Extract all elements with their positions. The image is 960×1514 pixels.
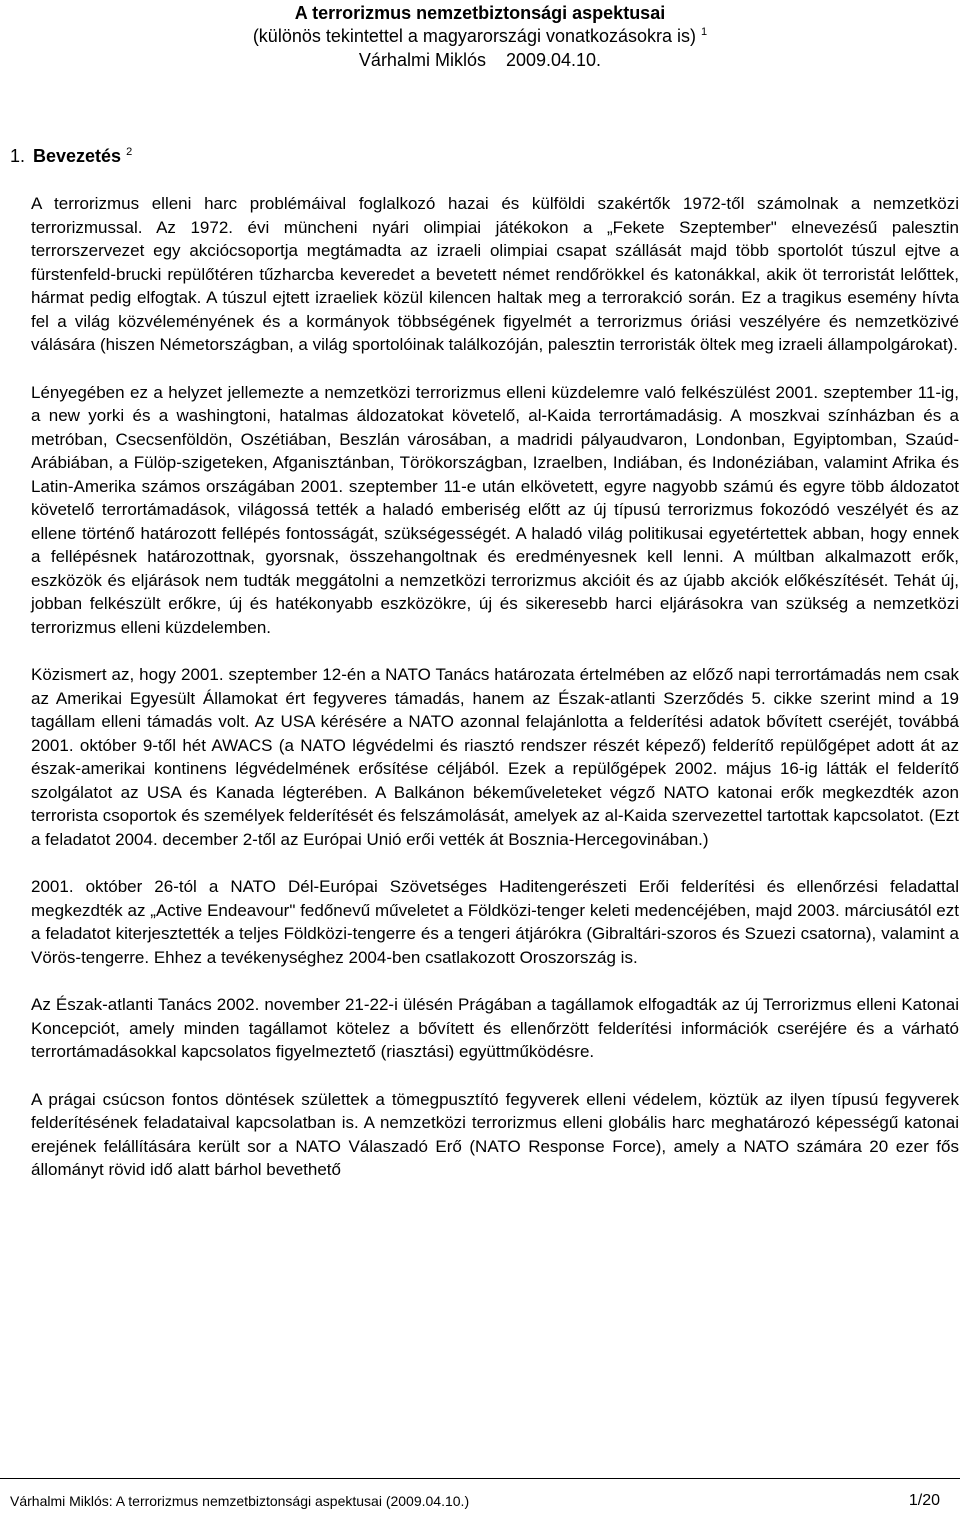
author-line <box>0 49 960 72</box>
document-title: A terrorizmus nemzetbiztonsági aspektusai <box>294 3 666 23</box>
author-name: Várhalmi Miklós <box>358 50 486 70</box>
paragraph: Lényegében ez a helyzet jellemezte a nemzetközi terrorizmus elleni küzdelemre való felkészülést 2001. szeptember 11-ig, a new yorki és a washingtoni, hatalmas áldozatokat követelő, al-Kaida terrortámadásig. A moszkvai színházban és a metróban, Csecsenföldön, Oszétiában, Beszlán városában, a madridi pályaudvaron, Londonban, Egyiptomban, Szaúd-Arábiában, a Fülöp-szigeteken, Afganisztánban, Törökországban, Izraelben, Indiában, és Indonéziában, valamint Afrika és Latin-Amerika számos országában 2001. szeptember 11-e után elkövetett, egyre nagyobb számú és egyre több áldozatot követelő terrortámadások, világossá tették a haladó emberiség előtt az új típusú terrorizmus fokozódó veszélyét és az ellene történő határozott fellépés fontosságát, szükségességét. A haladó világ politikusai egyetértettek abban, hogy ennek a fellépésnek határozottnak, gyorsnak, összehangoltnak és eredményesnek kell lenni. A múltban alkalmazott erők, eszközök és eljárások nem tudták meggátolni a nemzetközi terrorizmus akcióit és az újabb akciók előkészítését. Tehát új, jobban felkészült erőkre, új és hatékonyabb eszközökre, új és sikeresebb harci eljárásokra van szükség a nemzetközi terrorizmus elleni küzdelemben. <box>31 382 959 637</box>
subtitle-text: (különös tekintettel a magyarországi vonatkozásokra is) <box>252 26 697 46</box>
section-heading <box>10 145 132 168</box>
paragraph: A prágai csúcson fontos döntések születtek a tömegpusztító fegyverek elleni védelem, köztük az ilyen típusú fegyverek felderítésének feladataival kapcsolatban is. A nemzetközi terrorizmus elleni globális harc meghatározó képességű katonai erejének felállítására került sor a NATO Válaszadó Erő (NATO Response Force), amely a NATO számára 20 ezer fős állományt rövid idő alatt bárhol bevethető <box>31 1089 959 1179</box>
page-number: 1/20 <box>908 1492 940 1509</box>
paragraph: Közismert az, hogy 2001. szeptember 12-én a NATO Tanács határozata értelmében az előző napi terrortámadás nem csak az Amerikai Egyesült Államokat ért fegyveres támadás, hanem az Észak-atlanti Szerződés 5. cikke szerint mind a 19 tagállam elleni támadás volt. Az USA kérésére a NATO azonnal felajánlotta a felderítési adatok bővített cseréjét, továbbá 2001. október 9-től hét AWACS (a NATO légvédelmi és riasztó rendszer részét képező) felderítő repülőgépet adott át az észak-amerikai kontinens légvédelmének erősítése céljából. Ezek a repülőgépek 2002. május 16-ig látták el felderítő szolgálatot az USA és Kanada légterében. A Balkánon békeműveleteket végző NATO katonai erők megkezdték azon terrorista csoportok és személyek felderítését és felszámolását, amelyek az al-Kaida szervezettel tartottak kapcsolatot. (Ezt a feladatot 2004. december 2-től az Európai Unió erői vették át Bosznia-Hercegovinában.) <box>31 665 959 849</box>
footnote-ref[interactable]: 2 <box>126 146 133 158</box>
paragraph: 2001. október 26-tól a NATO Dél-Európai Szövetséges Haditengerészeti Erői felderítési és ellenőrzési feladattal megkezdték az „Active Endeavour" fedőnevű műveletet a Földközi-tenger keleti medencéjében, majd 2003. márciusától ezt a feladatot kiterjesztették a teljes Földközi-tengerre és a tengeri átjárókra (Gibraltári-szoros és Szuezi csatorna), valamint a Vörös-tengerre. Ehhez a tevékenységhez 2004-ben csatlakozott Oroszország is. <box>31 877 959 967</box>
page-footer <box>10 1492 940 1510</box>
footnote-ref[interactable]: 1 <box>701 26 708 38</box>
footer-text: Várhalmi Miklós: A terrorizmus nemzetbiztonsági aspektusai (2009.04.10.) <box>10 1493 470 1509</box>
paragraph: Az Észak-atlanti Tanács 2002. november 21-22-i ülésén Prágában a tagállamok elfogadták az új Terrorizmus elleni Katonai Koncepciót, amely minden tagállamot kötelez a bővített és ellenőrzött felderítési információk cseréjére és a várható terrortámadásokkal kapcsolatos figyelmeztető (riasztási) együttműködésre. <box>31 995 959 1061</box>
section-title: Bevezetés <box>33 146 122 166</box>
document-subtitle <box>0 25 960 48</box>
section-number: 1. <box>10 146 26 166</box>
footer-divider <box>0 1478 960 1479</box>
paragraph: A terrorizmus elleni harc problémáival foglalkozó hazai és külföldi szakértők 1972-től számolnak a nemzetközi terrorizmussal. Az 1972. évi müncheni nyári olimpiai játékokon a „Fekete Szeptember" elnevezésű palesztin terrorszervezet egy akciócsoportja megtámadta az izraeli olimpiai csapat szállását majd több sportolót túszul ejtve a fürstenfeld-brucki repülőtéren tűzharcba keveredet a bevetett német rendőrökkel és katonákkal, akik öt terroristát lelőttek, hármat pedig elfogtak. A túszul ejtett izraeliek közül kilencen haltak meg a terrorakció során. Ez a tragikus esemény hívta fel a világ közvéleményének és a kormányok többségének figyelmét a terrorizmus óriási veszélyére és nemzetközivé válására (hiszen Németországban, a világ sportolóinak találkozóján, palesztin terroristák öltek meg izraeli állampolgárokat). <box>31 194 959 354</box>
document-body <box>31 192 959 1206</box>
title-block <box>0 2 960 48</box>
document-date: 2009.04.10. <box>505 50 602 70</box>
